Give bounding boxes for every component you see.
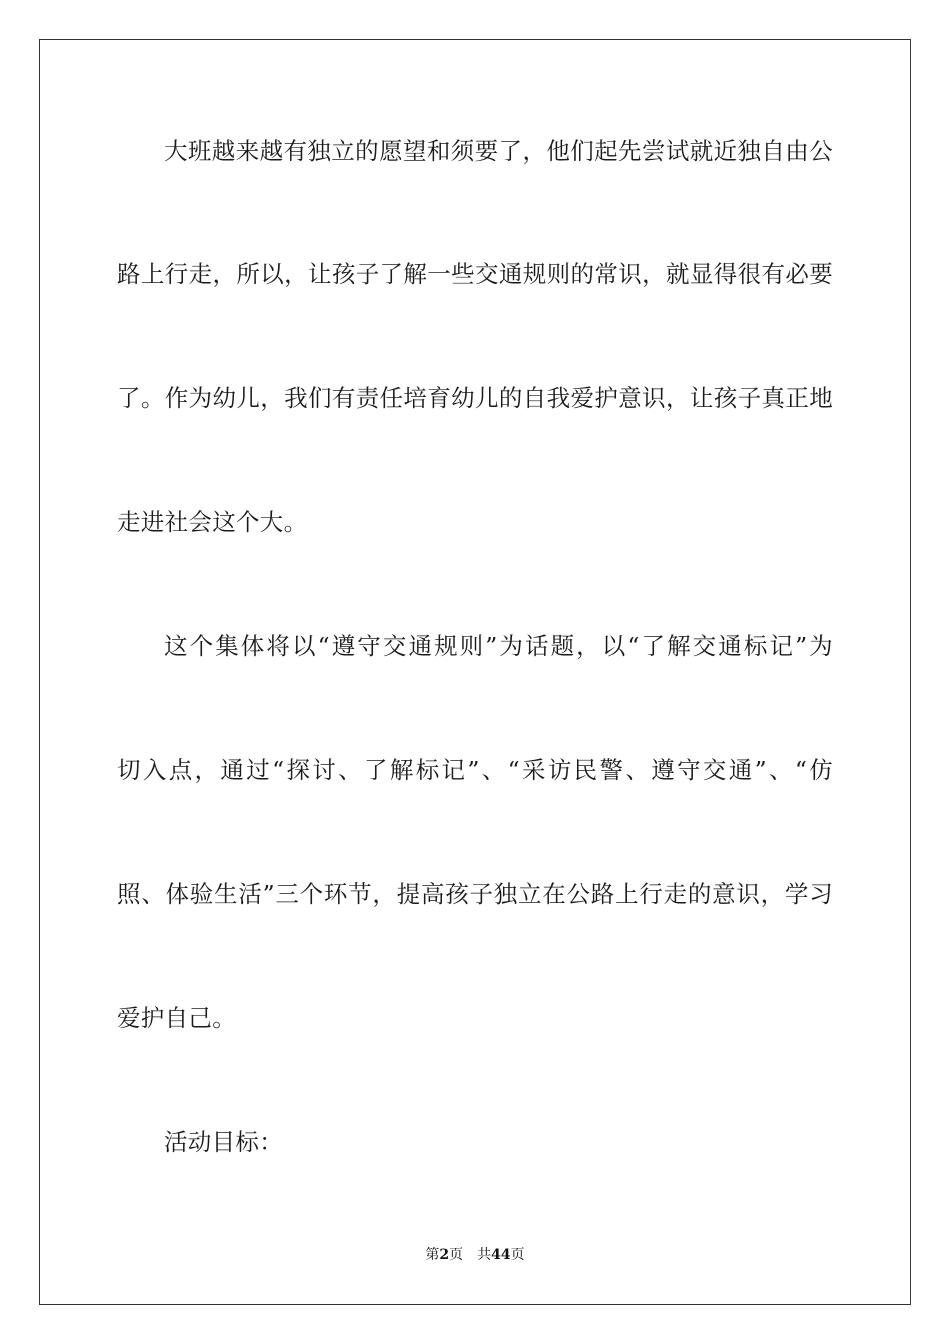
paragraph-2-line-2: 切入点，通过“探讨、了解标记”、“采访民警、遵守交通”、“仿 (117, 756, 833, 784)
paragraph-1-line-3: 了。作为幼儿，我们有责任培育幼儿的自我爱护意识，让孩子真正地 (117, 384, 833, 412)
footer-page-number: 2 (439, 1247, 450, 1263)
footer-total-prefix: 共 (477, 1247, 492, 1263)
paragraph-1-line-4: 走进社会这个大。 (117, 508, 308, 536)
page-footer (0, 1246, 950, 1264)
paragraph-2-line-4: 爱护自己。 (117, 1004, 236, 1032)
footer-page-suffix: 页 (449, 1247, 464, 1263)
footer-total-number: 44 (491, 1247, 511, 1263)
paragraph-1-line-2: 路上行走，所以，让孩子了解一些交通规则的常识，就显得很有必要 (117, 260, 833, 288)
paragraph-1-line-1: 大班越来越有独立的愿望和须要了，他们起先尝试就近独自由公 (164, 137, 833, 165)
footer-total-suffix: 页 (510, 1247, 525, 1263)
section-heading-activity-goals: 活动目标： (164, 1128, 283, 1156)
paragraph-2-line-3: 照、体验生活”三个环节，提高孩子独立在公路上行走的意识，学习 (117, 880, 833, 908)
page-border (39, 39, 911, 1305)
paragraph-2-line-1: 这个集体将以“遵守交通规则”为话题，以“了解交通标记”为 (164, 632, 833, 660)
footer-page-prefix: 第 (425, 1247, 440, 1263)
